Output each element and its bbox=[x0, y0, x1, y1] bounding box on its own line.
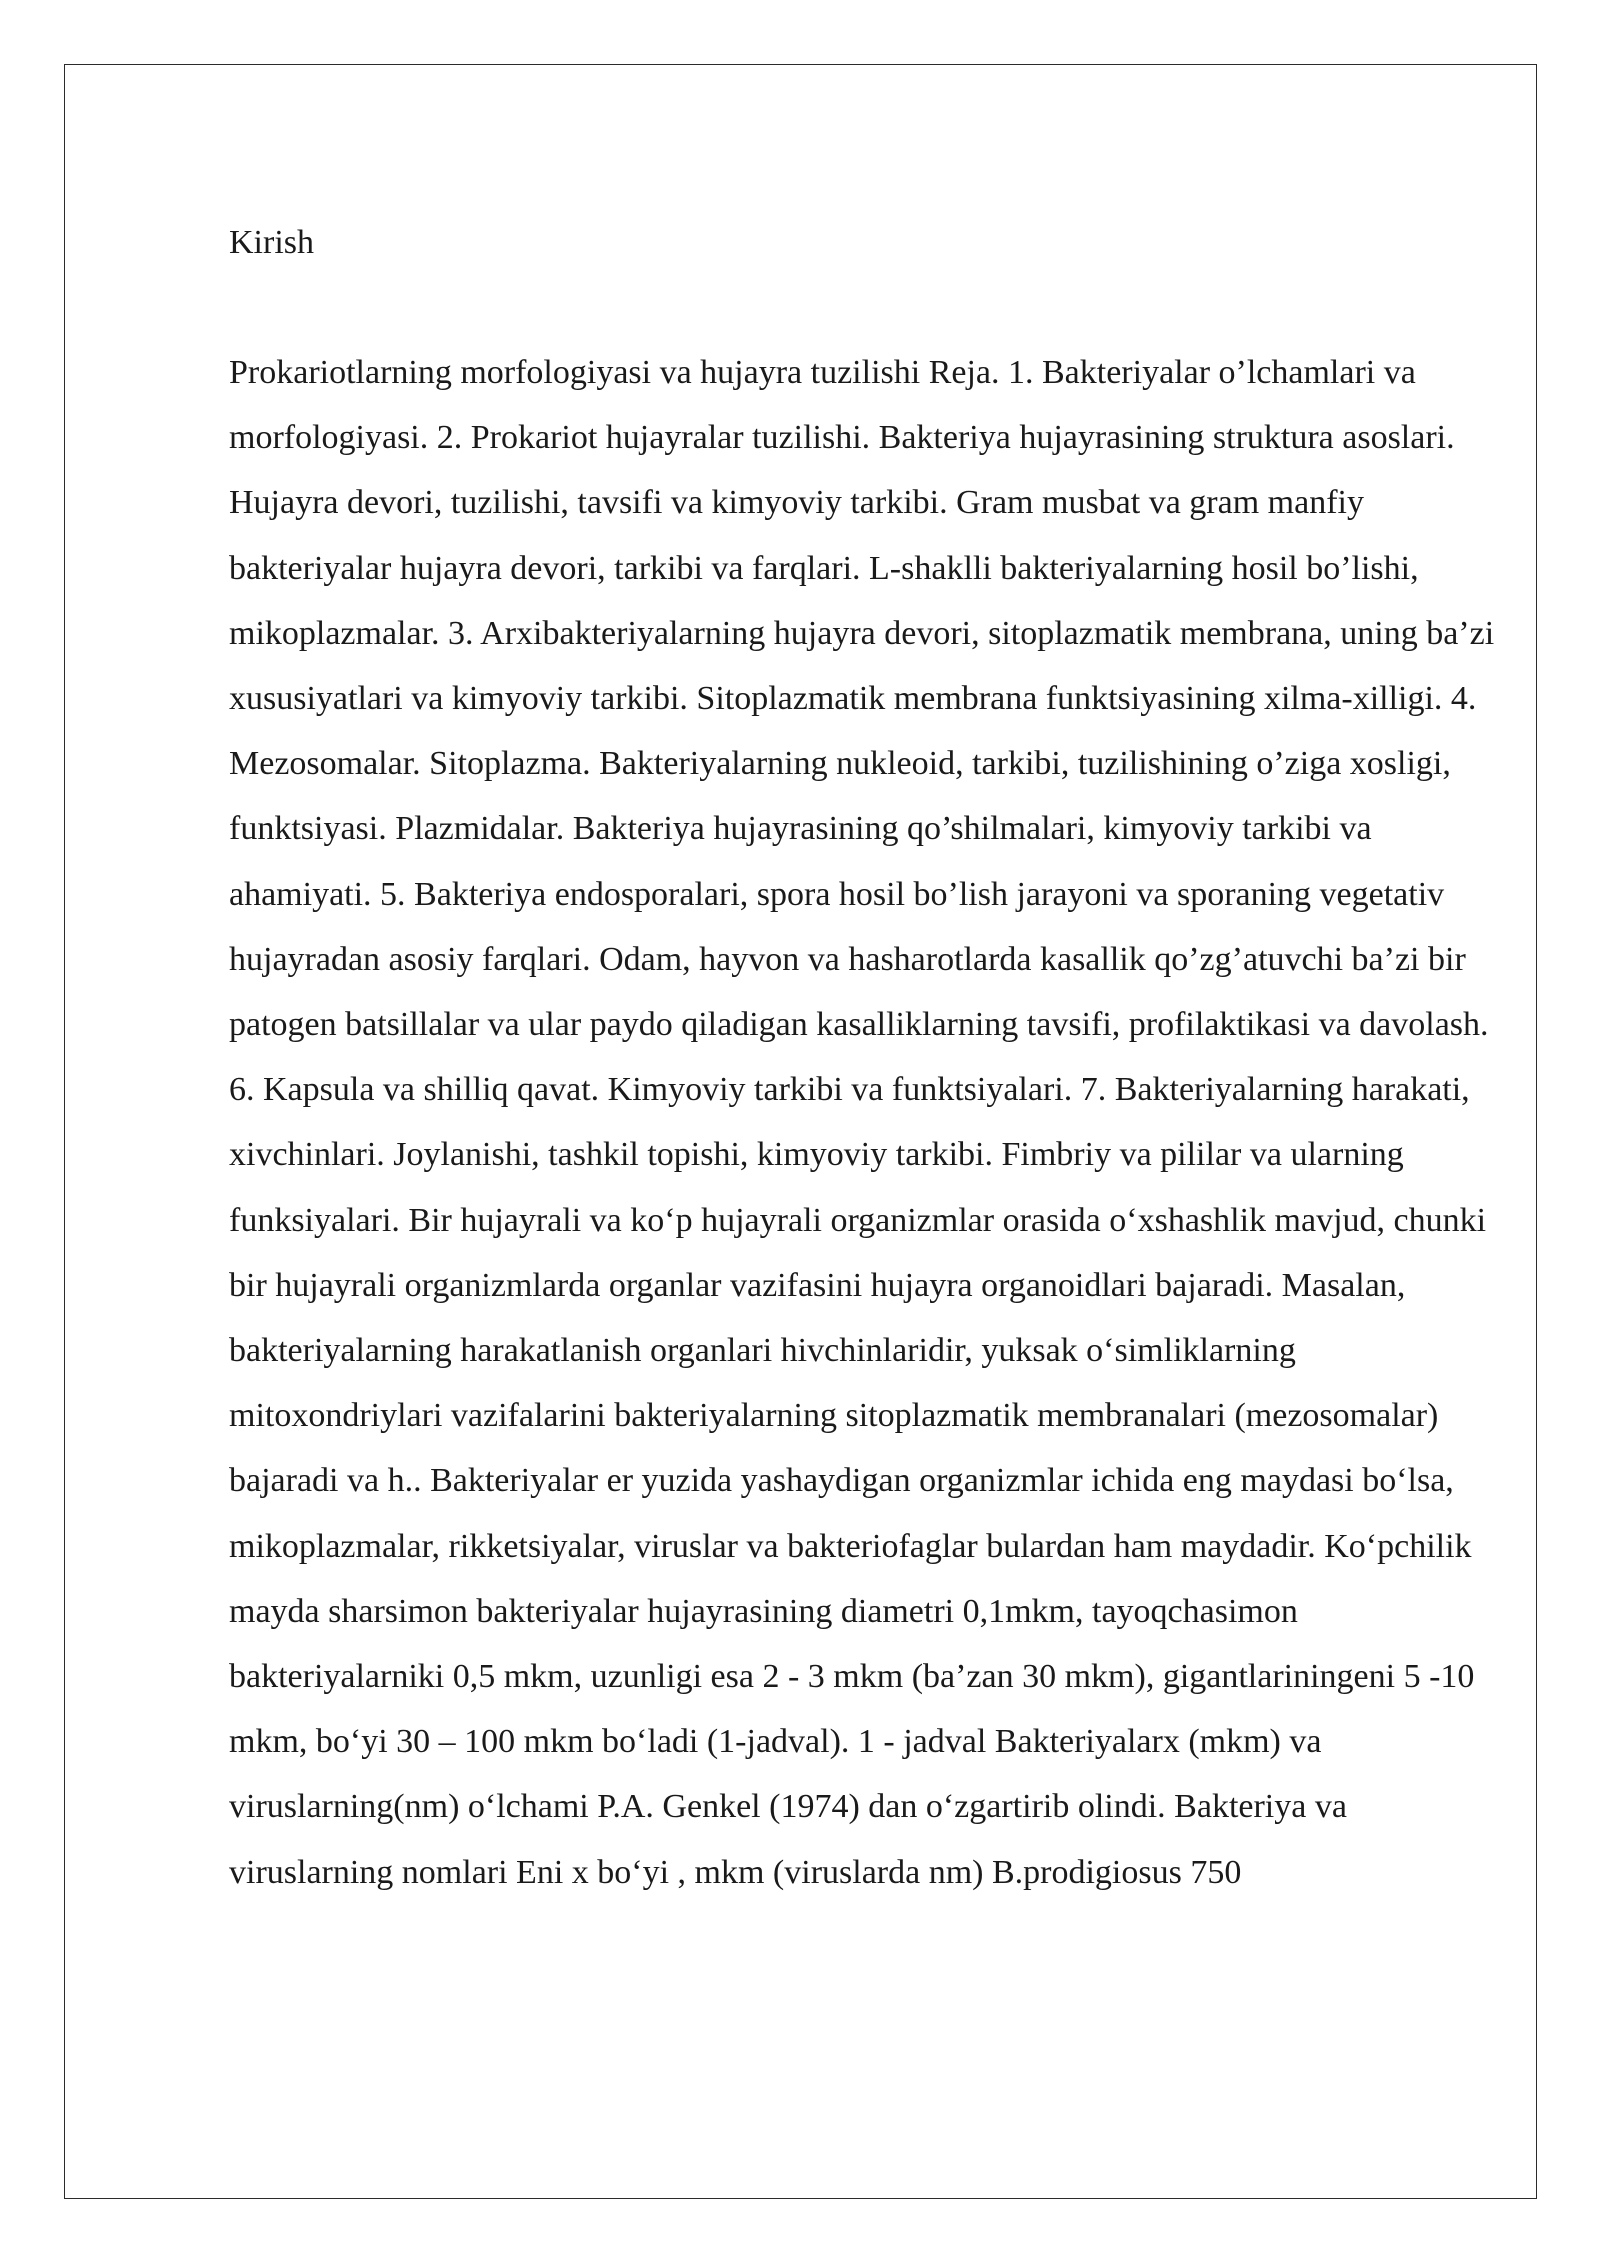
section-heading: Kirish bbox=[229, 224, 314, 261]
document-content bbox=[229, 210, 1499, 1905]
body-paragraph: Prokariotlarning morfologiyasi va hujayra tuzilishi Reja. 1. Bakteriyalar o’lchamlari va morfologiyasi. 2. Prokariot hujayralar tuzilishi. Bakteriya hujayrasining struktura asoslari. Hujayra devori, tuzilishi, tavsifi va kimyoviy tarkibi. Gram musbat va gram manfiy bakteriyalar hujayra devori, tarkibi va farqlari. L-shaklli bakteriyalarning hosil bo’lishi, mikoplazmalar. 3. Arxibakteriyalarning hujayra devori, sitoplazmatik membrana, uning ba’zi xususiyatlari va kimyoviy tarkibi. Sitoplazmatik membrana funktsiyasining xilma-xilligi. 4. Mezosomalar. Sitoplazma. Bakteriyalarning nukleoid, tarkibi, tuzilishining o’ziga xosligi, funktsiyasi. Plazmidalar. Bakteriya hujayrasining qo’shilmalari, kimyoviy tarkibi va ahamiyati. 5. Bakteriya endosporalari, spora hosil bo’lish jarayoni va sporaning vegetativ hujayradan asosiy farqlari. Odam, hayvon va hasharotlarda kasallik qo’zg’atuvchi ba’zi bir patogen batsillalar va ular paydo qiladigan kasalliklarning tavsifi, profilaktikasi va davolash. 6. Kapsula va shilliq qavat. Kimyoviy tarkibi va funktsiyalari. 7. Bakteriyalarning harakati, xivchinlari. Joylanishi, tashkil topishi, kimyoviy tarkibi. Fimbriy va pililar va ularning funksiyalari. Bir hujayrali va ko‘p hujayrali organizmlar orasida o‘xshashlik mavjud, chunki bir hujayrali organizmlarda organlar vazifasini hujayra organoidlari bajaradi. Masalan, bakteriyalarning harakatlanish organlari hivchinlaridir, yuksak o‘simliklarning mitoxondriylari vazifalarini bakteriyalarning sitoplazmatik membranalari (mezosomalar) bajaradi va h.. Bakteriyalar er yuzida yashaydigan organizmlar ichida eng maydasi bo‘lsa, mikoplazmalar, rikketsiyalar, viruslar va bakteriofaglar bulardan ham maydadir. Ko‘pchilik mayda sharsimon bakteriyalar hujayrasining diametri 0,1mkm, tayoqchasimon bakteriyalarniki 0,5 mkm, uzunligi esa 2 - 3 mkm (ba’zan 30 mkm), gigantlariningeni 5 -10 mkm, bo‘yi 30 – 100 mkm bo‘ladi (1-jadval). 1 - jadval Bakteriyalarx (mkm) va viruslarning(nm) o‘lchami P.A. Genkel (1974) dan o‘zgartirib olindi. Bakteriya va viruslarning nomlari Eni x bo‘yi , mkm (viruslarda nm) B.prodigiosus 750 bbox=[229, 354, 1495, 1891]
